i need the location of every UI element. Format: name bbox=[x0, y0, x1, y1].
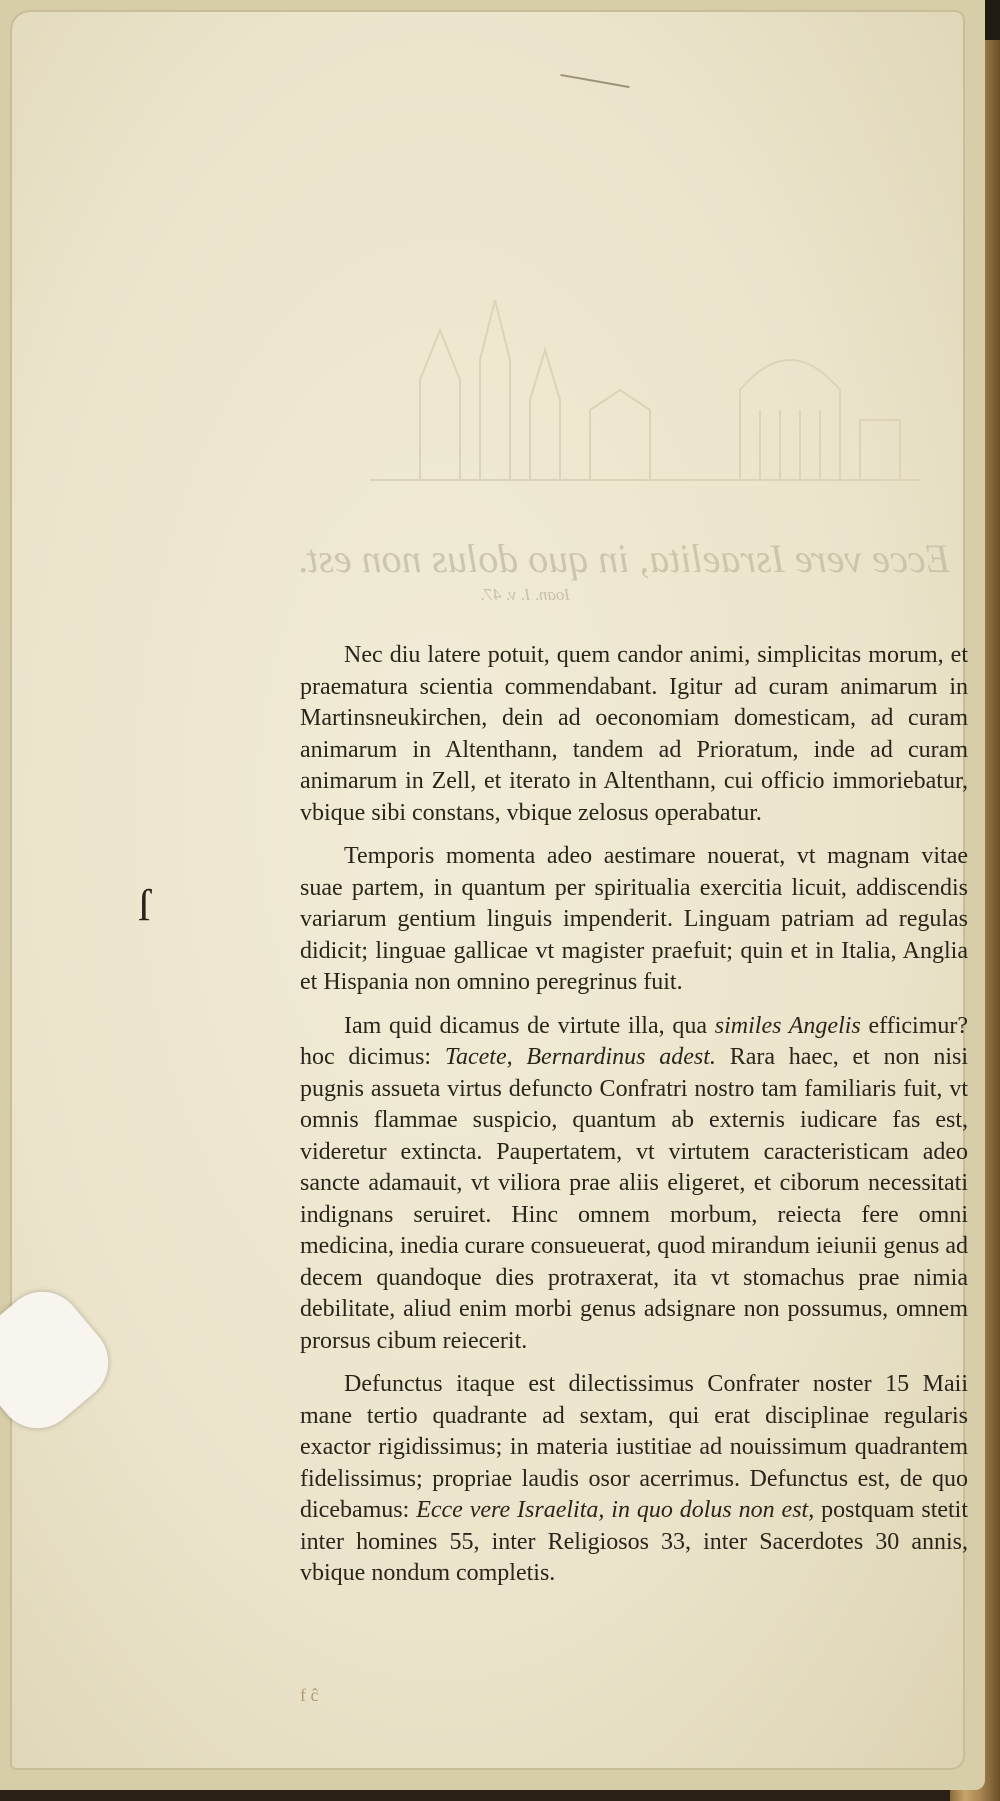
paragraph-4-text-a: Defunctus itaque est dilectissimus Confrater noster 15 Maii mane tertio quadrante ad sextam, qui erat disciplinae regularis exactor rigidissimus; in materia iustitiae ad nouissimum quadrantem fidelissimus; propriae laudis osor acerrimus. Defunctus est, de quo dicebamus: bbox=[300, 1371, 968, 1523]
paragraph-3-text-c: Rara haec, et non nisi pugnis assueta virtus defuncto Confratri nostro tam familiaris fuit, vt omnis flammae suspicio, quantum ab externis iudicare fas est, videretur extincta. Paupertatem, vt virtutem caracteristicam adeo sancte adamauit, vt viliora prae aliis eligeret, et ciborum necessitati indignans seruiret. Hinc omnem morbum, reiecta fere omni medicina, inedia curare consueuerat, quod mirandum ieiunii genus ad decem quandoque dies protraxerat, ita vt stomachus prae nimia debilitate, aliud enim morbi genus adsignare non possumus, omnem prorsus cibum reiecerit. bbox=[300, 1044, 969, 1354]
paragraph-3-text-b: efficimur? hoc dicimus: bbox=[300, 1012, 969, 1070]
paragraph-3-italic-b: Tacete, Bernardinus adest. bbox=[444, 1044, 716, 1070]
paragraph-4-text-b: postquam stetit inter homines 55, inter Religiosos 33, inter Sacerdotes 30 annis, vbique nondum completis. bbox=[300, 1497, 969, 1586]
paragraph-3-italic-a: similes Angelis bbox=[714, 1012, 861, 1039]
paragraph-3 bbox=[300, 1011, 968, 1358]
offset-reference-mirror: Ioan. I. v. 47. bbox=[480, 585, 570, 604]
body-text bbox=[300, 640, 968, 1602]
bottom-smudge: f ĉ bbox=[300, 1685, 319, 1705]
ink-mark: ſ bbox=[138, 881, 151, 930]
paragraph-2: Temporis momenta adeo aestimare nouerat, vt magnam vitae suae partem, in quantum per spiritualia exercitia licuit, addiscendis variarum gentium linguis impenderit. Linguam patriam ad regulas didicit; linguae gallicae vt magister praefuit; quin et in Italia, Anglia et Hispania non omnino peregrinus fuit. bbox=[300, 843, 968, 995]
embossed-vignette bbox=[360, 290, 940, 490]
paragraph-1: Nec diu latere potuit, quem candor animi, simplicitas morum, et praematura scientia commendabant. Igitur ad curam animarum in Martinsneukirchen, dein ad oeconomiam domesticam, ad curam animarum in Altenthann, tandem ad Prioratum, inde ad curam animarum in Zell, et iterato in Altenthann, cui officio immoriebatur, vbique sibi constans, vbique zelosus operabatur. bbox=[300, 642, 968, 826]
paragraph-3-text-a: Iam quid dicamus de virtute illa, qua bbox=[344, 1012, 708, 1039]
paragraph-4-italic: Ecce vere Israelita, in quo dolus non est, bbox=[416, 1497, 815, 1523]
offset-title-mirror: Ecce vere Israelita, in quo dolus non est. bbox=[297, 536, 950, 581]
paragraph-4 bbox=[300, 1369, 968, 1590]
